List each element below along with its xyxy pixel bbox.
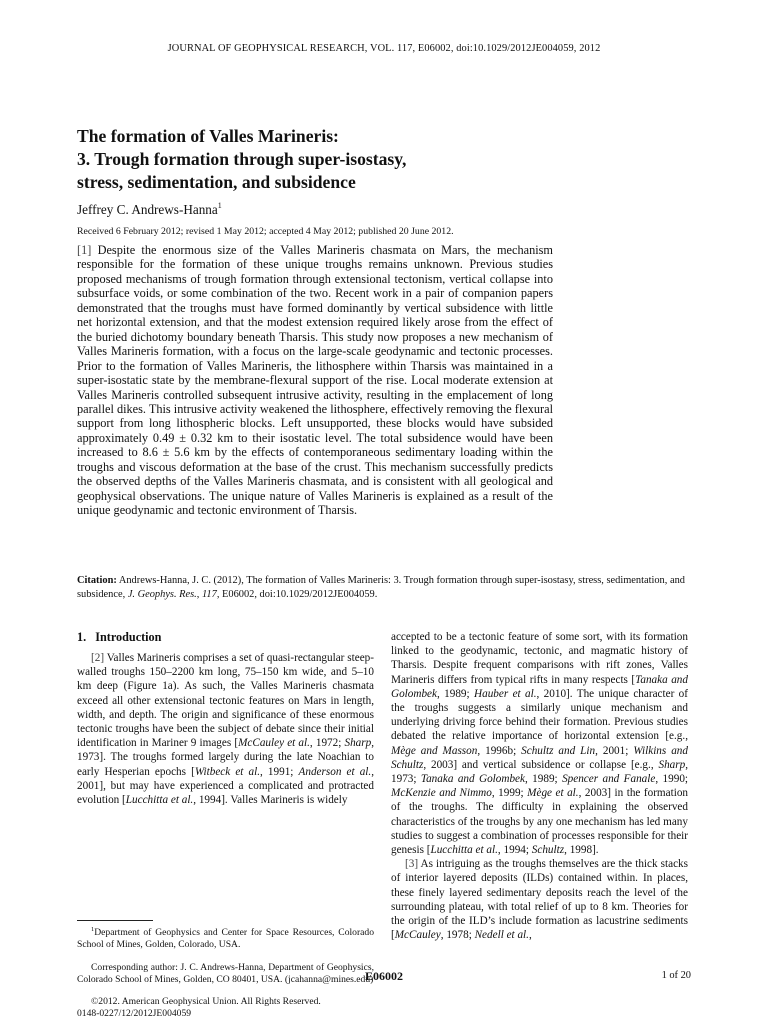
intro-paragraph-2	[77, 651, 374, 807]
text-run: , 1998].	[564, 844, 599, 857]
author-line	[77, 202, 222, 218]
text-run: , 2010]. The unique character of the troughs suggests a similarly unique mechanism and underlying driving force behind their formation. Previous studies debated the relative importance of horizontal extension [e.g.,	[391, 687, 688, 743]
text-run: , 2003] in the formation of the troughs. The difficulty in explaining the observed characteristics of the troughs by any one mechanism has led many studies to suggest a combination of processes responsible for their genesis [	[391, 787, 689, 857]
paragraph-number: [3]	[405, 858, 419, 871]
text-run: , 1999;	[491, 787, 528, 800]
issn-line: 0148-0227/12/2012JE004059	[77, 1008, 192, 1020]
abstract-paragraph-number: [1]	[77, 243, 92, 257]
section-heading	[77, 630, 374, 645]
paragraph-number: [2]	[91, 652, 105, 664]
citation-label: Citation:	[77, 575, 117, 586]
title-line-2: 3. Trough formation through super-isostasy,	[77, 149, 407, 169]
citation-text: Andrews-Hanna, J. C. (2012), The formation of Valles Marineris: 3. Trough formation through super-isostasy, stress, sedimentation, and subsidence,	[77, 575, 685, 600]
author-affiliation-mark: 1	[217, 201, 222, 210]
title-line-1: The formation of Valles Marineris:	[77, 126, 339, 146]
page-number: 1 of 20	[661, 970, 691, 981]
footnote-divider	[77, 920, 153, 921]
reference: Wilkins and Schultz	[391, 744, 688, 771]
reference: Nedell et al.	[474, 929, 529, 942]
text-run: , 1991;	[260, 765, 299, 778]
affiliation-text: Department of Geophysics and Center for Space Resources, Colorado School of Mines, Golden, Colorado, USA.	[77, 927, 374, 951]
text-run: Valles Marineris comprises a set of quasi-rectangular steep-walled troughs 150–2200 km long, 75–150 km wide, and 5–10 km deep (Figure 1a). As such, the Valles Marineris chasmata exceed all other extensional tectonic features on Mars in length, width, and depth. The origin and significance of these enormous tectonic troughs have been the subject of debate since their initial identification in Mariner 9 images [	[77, 652, 374, 750]
corresponding-author-footnote: Corresponding author: J. C. Andrews-Hanna, Department of Geophysics, Colorado School of Mines, Golden, CO 80401, USA. (jcahanna@mines.edu)	[77, 961, 374, 985]
reference: McKenzie and Nimmo	[391, 787, 492, 800]
section-title: Introduction	[95, 630, 162, 644]
section-number: 1.	[77, 630, 87, 644]
reference: Sharp	[344, 737, 372, 750]
text-run: , 1973;	[391, 758, 688, 786]
citation	[77, 574, 697, 602]
reference: Anderson et al.	[298, 765, 372, 778]
reference: Schultz	[531, 844, 565, 857]
reference: Tanaka and Golombek	[420, 773, 525, 786]
reference: Spencer and Fanale	[562, 773, 656, 786]
citation-journal: J. Geophys. Res.	[127, 589, 197, 600]
text-run: , 1994;	[497, 844, 532, 857]
citation-doi: , E06002, doi:10.1029/2012JE004059.	[216, 589, 378, 600]
citation-volume: 117	[202, 589, 217, 600]
text-run: accepted to be a tectonic feature of some sort, with its formation linked to the geodynamic, tectonic, and magmatic history of Tharsis. Despite frequent comparisons with rift zones, Valles Marineris differs from typical rifts in many respects [	[391, 631, 688, 686]
left-column	[77, 630, 374, 1020]
text-run: , 2003] and vertical subsidence or collapse [e.g.,	[423, 758, 659, 771]
reference: Sharp	[658, 758, 686, 771]
text-run: , 2001;	[595, 744, 634, 757]
title-line-3: stress, sedimentation, and subsidence	[77, 172, 356, 192]
text-run: , 1973]. The troughs formed largely during the late Noachian to early Hesperian epochs [	[77, 737, 375, 778]
reference: Mège and Masson	[391, 744, 478, 757]
reference: McCauley	[394, 929, 441, 942]
reference: Witbeck et al.	[194, 765, 261, 778]
text-run: , 1990;	[655, 773, 689, 786]
reference: Hauber et al.	[474, 687, 537, 700]
citation-separator: ,	[196, 589, 200, 600]
text-run: ,	[528, 929, 532, 942]
text-run: As intriguing as the troughs themselves are the thick stacks of interior layered deposits (ILDs) contained within. In places, these finely layered sedimentary deposits reach the level of the surrounding plateau, with total relief of up to 8 km. Theories for the origin of the ILD’s include formation as lacustrine sediments [	[391, 858, 688, 942]
article-id: E06002	[364, 969, 403, 983]
abstract-text: Despite the enormous size of the Valles Marineris chasmata on Mars, the mechanism responsible for the formation of these unique troughs remains unknown. Previous studies proposed mechanisms of trough formation through extensional tectonism, vertical collapse into subsurface voids, or some combination of the two. Recent work in a pair of companion papers demonstrated that the troughs must have formed dominantly by vertical subsidence with little net horizontal extension, and that the modest extension required likely arose from the effect of the buried dichotomy boundary beneath Tharsis. This study now proposes a new mechanism of Valles Marineris formation, with a focus on the large-scale geodynamic and tectonic processes. Prior to the formation of Valles Marineris, the lithosphere within Tharsis was maintained in a super-isostatic state by the membrane-flexural support of the rise. Local moderate extension at Valles Marineris controlled subsequent intrusive activity, resulting in the emplacement of long parallel dikes. This intrusive activity weakened the lithosphere, effectively removing the flexural support from long lithospheric blocks. Left unsupported, these blocks would have subsided approximately 0.49 ± 0.32 km to their isostatic level. The total subsidence would have been increased to 8.6 ± 5.6 km by the effects of contemporaneous sedimentary loading within the troughs and viscous deformation at the base of the crust. This mechanism successfully predicts the observed depths of the Valles Marineris chasmata, and is consistent with all geological and geophysical observations. The unique nature of Valles Marineris is explained as a result of the unique geodynamic and tectonic environment of Tharsis.	[77, 243, 553, 518]
publication-dates: Received 6 February 2012; revised 1 May 2012; accepted 4 May 2012; published 20 June 2012.	[77, 226, 454, 237]
text-run: , 1994]. Valles Marineris is widely	[193, 794, 348, 807]
copyright-notice: ©2012. American Geophysical Union. All Rights Reserved.	[91, 996, 321, 1008]
article-title	[77, 125, 697, 194]
abstract	[77, 243, 553, 518]
intro-paragraph-3	[391, 857, 688, 942]
right-column	[391, 630, 688, 942]
text-run: , 1989;	[524, 773, 563, 786]
reference: Tanaka and Golombek	[391, 673, 688, 700]
text-run: , 1989;	[436, 687, 475, 700]
text-run: , 1996b;	[477, 744, 522, 757]
intro-paragraph-continued	[391, 630, 688, 857]
author-name: Jeffrey C. Andrews-Hanna	[77, 202, 218, 217]
affiliation-footnote	[77, 927, 374, 951]
reference: McCauley et al.	[238, 737, 310, 750]
footnote-mark: 1	[91, 926, 95, 934]
reference: Schultz and Lin	[521, 744, 596, 757]
running-head: JOURNAL OF GEOPHYSICAL RESEARCH, VOL. 117, E06002, doi:10.1029/2012JE004059, 2012	[167, 43, 601, 54]
text-run: , 1972;	[309, 737, 345, 750]
text-run: , 2001], but may have experienced a complicated and protracted evolution [	[77, 765, 374, 807]
reference: Mège et al.	[527, 787, 579, 800]
reference: Lucchitta et al.	[125, 794, 194, 807]
text-run: , 1978;	[440, 929, 475, 942]
reference: Lucchitta et al.	[430, 844, 498, 857]
